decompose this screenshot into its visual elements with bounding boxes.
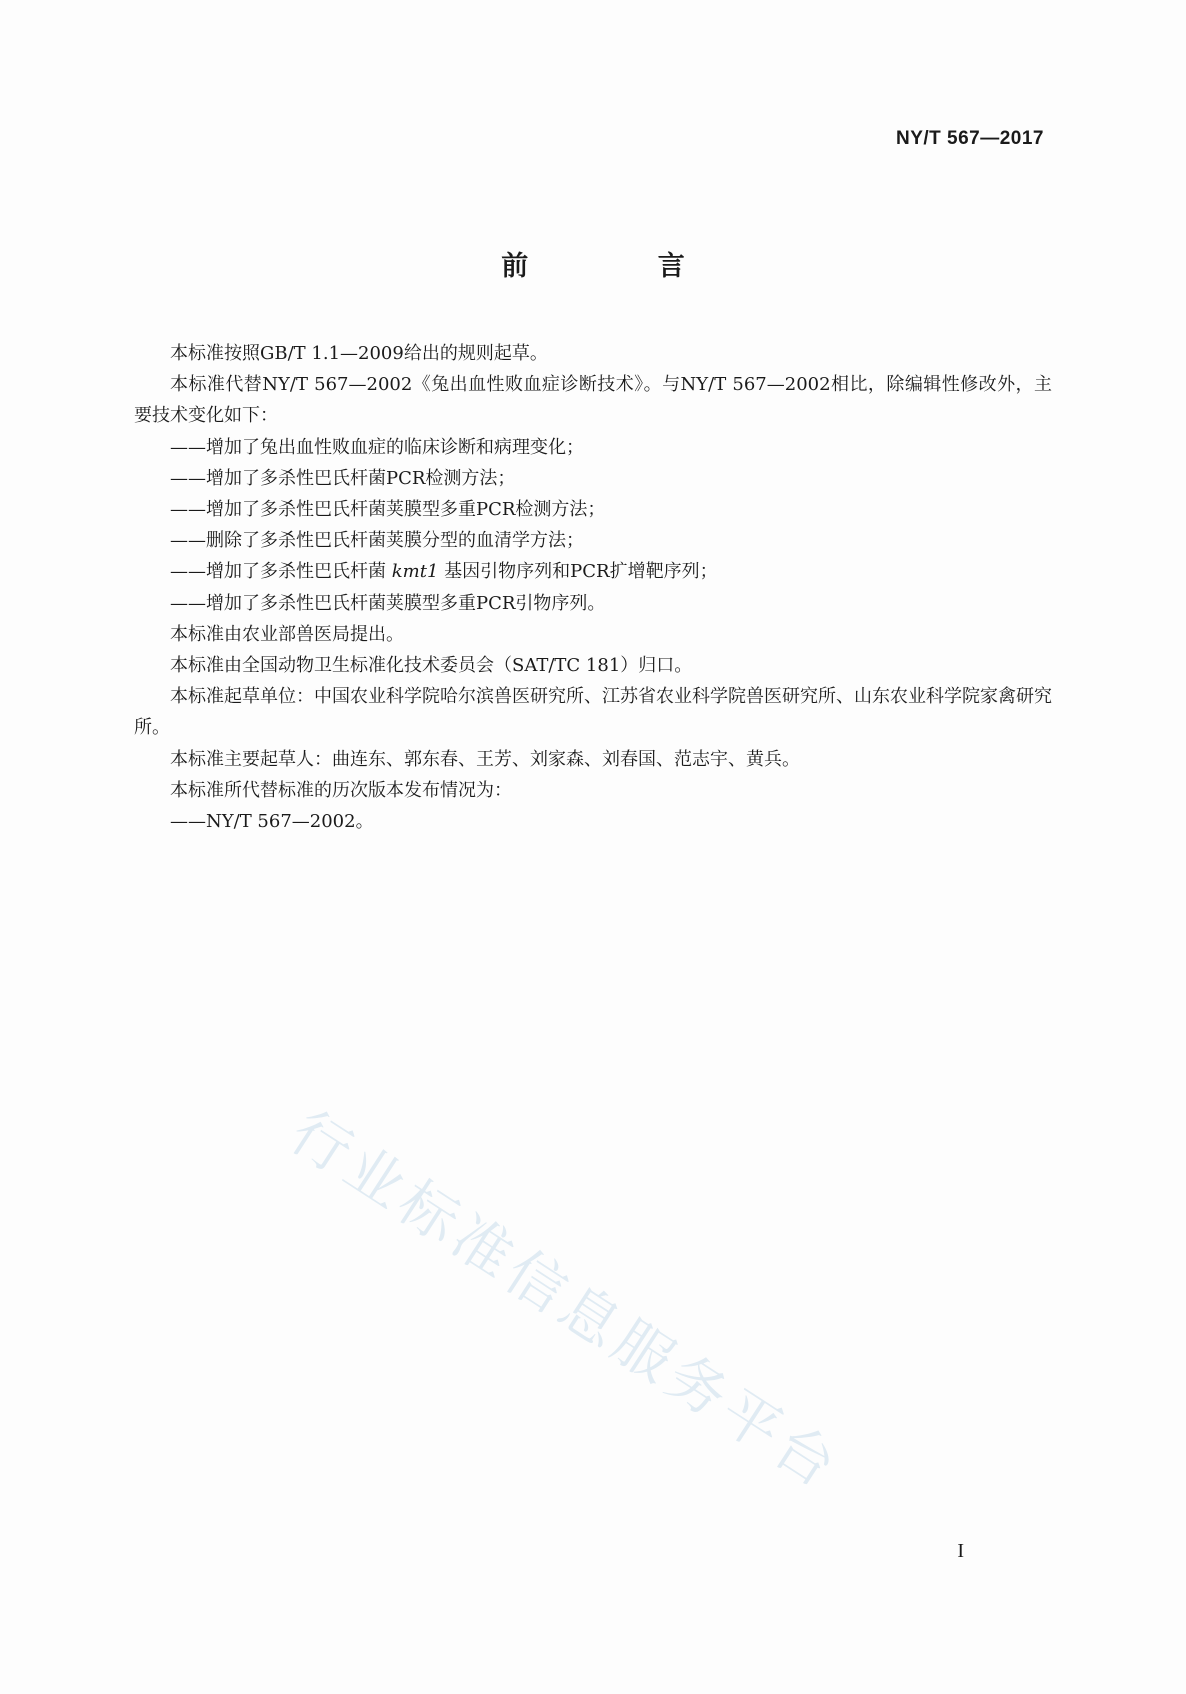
standard-number: NY/T 567—2017 (895, 128, 1044, 149)
paragraph-proposer: 本标准由农业部兽医局提出。 (170, 623, 404, 645)
change-item-4: ——删除了多杀性巴氏杆菌荚膜分型的血清学方法； (170, 530, 584, 552)
foreword-body (134, 338, 1052, 837)
paragraph-drafting-rules: 本标准按照GB/T 1.1—2009给出的规则起草。 (170, 343, 548, 364)
change-item-3: ——增加了多杀性巴氏杆菌荚膜型多重PCR检测方法； (170, 499, 606, 521)
paragraph-replacement: 本标准代替NY/T 567—2002《兔出血性败血症诊断技术》。与NY/T 567—2002相比，除编辑性修改外，主要技术变化如下： (134, 374, 1052, 427)
paragraph-drafting-units: 本标准起草单位：中国农业科学院哈尔滨兽医研究所、江苏省农业科学院兽医研究所、山东农业科学院家禽研究所。 (134, 686, 1052, 739)
paragraph-drafters: 本标准主要起草人：曲连东、郭东春、王芳、刘家森、刘春国、范志宇、黄兵。 (170, 748, 800, 770)
watermark: 行业标准信息服务平台 (278, 1097, 853, 1504)
page-number: I (957, 1540, 964, 1562)
change-item-5-head: ——增加了多杀性巴氏杆菌 (170, 561, 392, 583)
change-item-2: ——增加了多杀性巴氏杆菌PCR检测方法； (170, 467, 516, 489)
page-title: 前 言 (501, 251, 745, 282)
history-item: ——NY/T 567—2002。 (170, 811, 374, 833)
change-item-5 (134, 556, 1052, 587)
change-item-6: ——增加了多杀性巴氏杆菌荚膜型多重PCR引物序列。 (170, 592, 606, 614)
paragraph-centralized: 本标准由全国动物卫生标准化技术委员会（SAT/TC 181）归口。 (170, 655, 693, 677)
change-item-1: ——增加了兔出血性败血症的临床诊断和病理变化； (170, 436, 584, 458)
paragraph-history: 本标准所代替标准的历次版本发布情况为： (170, 779, 512, 801)
change-item-5-tail: 基因引物序列和PCR扩增靶序列； (438, 561, 718, 583)
gene-name: kmt1 (391, 561, 439, 583)
